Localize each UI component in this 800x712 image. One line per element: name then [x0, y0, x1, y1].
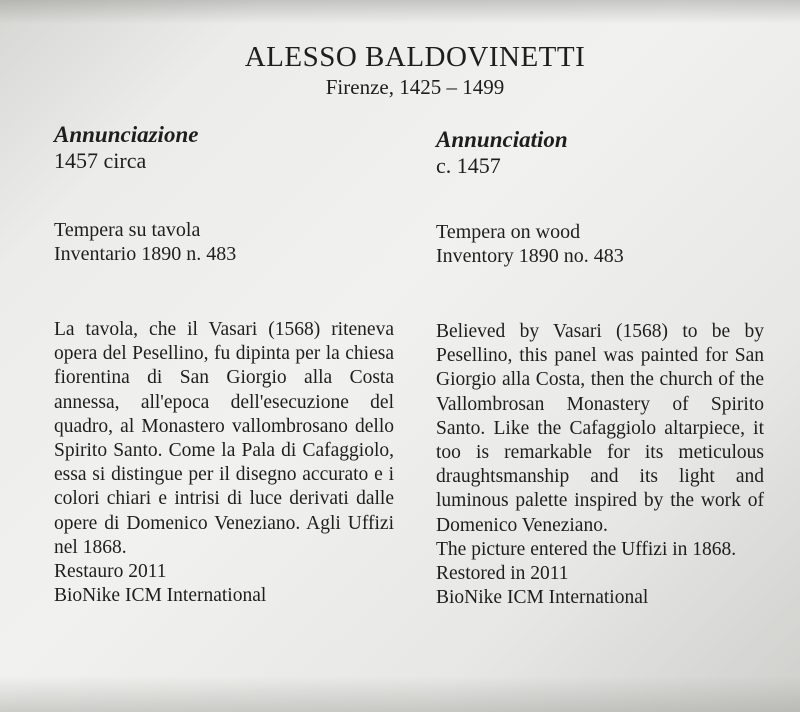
italian-date: 1457 circa [54, 148, 147, 173]
english-title: Annunciation [436, 127, 568, 152]
italian-title: Annunciazione [54, 122, 199, 147]
english-medium: Tempera on wood [436, 221, 581, 243]
english-description-block [436, 320, 764, 610]
italian-description: La tavola, che il Vasari (1568) riteneva opera del Pesellino, fu dipinta per la chiesa fiorentina di San Giorgio alla Costa annessa, all'epoca dell'esecuzione del quadro, al Monastero vallombrosano dello Spirito Santo. Come la Pala di Cafaggiolo, essa si distingue per il disegno accurato e i colori chiari e intrisi di luce derivati dalle opere di Domenico Veneziano. Agli Uffizi nel 1868. [54, 319, 394, 558]
english-title-block [436, 127, 764, 179]
english-sponsor: BioNike ICM International [436, 587, 649, 609]
english-inventory: Inventory 1890 no. 483 [436, 245, 624, 267]
label-header [0, 40, 800, 100]
italian-restoration: Restauro 2011 [54, 561, 167, 583]
bottom-shadow [0, 676, 800, 712]
english-description: Believed by Vasari (1568) to be by Pesellino, this panel was painted for San Giorgio alla Costa, then the church of the Vallombrosan Monastery of Spirito Santo. Like the Cafaggiolo altarpiece, it too is remarkable for its meticulous draughtsmanship and its light and luminous palette inspired by the work of Domenico Veneziano. [436, 321, 764, 536]
artist-origin-dates: Firenze, 1425 – 1499 [325, 75, 505, 99]
english-restoration: Restored in 2011 [436, 563, 569, 585]
english-entry: The picture entered the Uffizi in 1868. [436, 538, 737, 560]
artist-name: ALESSO BALDOVINETTI [244, 41, 586, 73]
top-shadow [0, 0, 800, 24]
italian-meta-block [54, 218, 394, 266]
english-meta-block [436, 220, 764, 268]
italian-medium: Tempera su tavola [54, 219, 201, 241]
english-date: c. 1457 [436, 153, 501, 178]
italian-sponsor: BioNike ICM International [54, 585, 267, 607]
italian-inventory: Inventario 1890 n. 483 [54, 243, 237, 265]
italian-description-block [54, 318, 394, 608]
italian-title-block [54, 122, 394, 174]
